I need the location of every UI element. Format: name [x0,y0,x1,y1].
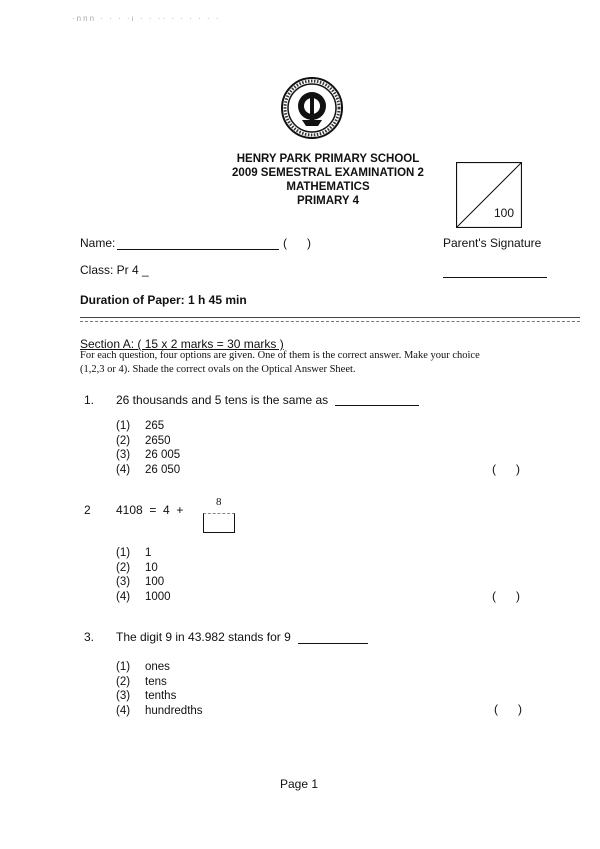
options-list [116,419,180,477]
options-list [116,660,203,718]
header-divider-faint [80,321,580,322]
answer-bracket[interactable]: ( ) [492,462,520,476]
section-heading: Section A: ( 15 x 2 marks = 30 marks ) [80,337,284,351]
question-text: 26 thousands and 5 tens is the same as [116,393,329,407]
answer-blank[interactable] [335,405,419,406]
parent-signature-line[interactable] [443,277,547,278]
school-name: HENRY PARK PRIMARY SCHOOL [236,153,420,165]
answer-bracket[interactable]: ( ) [492,589,520,603]
instructions-line-2: (1,2,3 or 4). Shade the correct ovals on the Optical Answer Sheet. [80,364,356,375]
subject-title: MATHEMATICS [286,181,370,193]
option-item[interactable]: (3) 100 [116,576,165,588]
level-title: PRIMARY 4 [297,195,359,207]
name-field[interactable] [117,249,279,250]
answer-blank[interactable] [298,643,368,644]
question-number: 1. [84,393,95,407]
school-crest-logo [280,76,344,140]
option-item[interactable]: (1) 265 [116,420,165,432]
question-text: 4108 = 4 + [116,503,184,517]
question-text: The digit 9 in 43.982 stands for 9 [116,630,291,644]
option-item[interactable]: (2) 10 [116,561,158,574]
option-item[interactable]: (3) 26 005 [116,449,181,461]
name-label: Name: [80,236,116,250]
parent-signature-label: Parent's Signature [443,236,542,250]
page-number: Page 1 [280,777,319,791]
scan-artifact-text: ·nnn · · · ·ı · · ·· · · · · · · [72,14,221,23]
name-index-bracket: ( ) [283,236,311,250]
instructions-line-1: For each question, four options are given. One of them is the correct answer. Make your choice [80,350,480,361]
options-list [116,546,171,604]
score-max: 100 [494,206,515,220]
option-item[interactable]: (2) tens [116,675,167,688]
option-item[interactable]: (4) hundredths [116,704,203,717]
duration-text: Duration of Paper: 1 h 45 min [80,293,247,307]
option-item[interactable]: (1) ones [116,661,170,673]
answer-bracket[interactable]: ( ) [494,702,522,716]
option-item[interactable]: (4) 26 050 [116,463,181,476]
option-item[interactable]: (2) 2650 [116,434,171,447]
question-number: 2 [84,503,91,517]
class-label: Class: Pr 4 _ [80,263,149,277]
fraction-numerator: 8 [216,496,222,508]
exam-title: 2009 SEMESTRAL EXAMINATION 2 [232,167,424,179]
header-divider [80,317,580,318]
question-number: 3. [84,630,95,644]
option-item[interactable]: (3) tenths [116,690,177,702]
option-item[interactable]: (1) 1 [116,547,152,559]
fraction-denominator-box[interactable] [203,513,235,533]
option-item[interactable]: (4) 1000 [116,590,171,603]
